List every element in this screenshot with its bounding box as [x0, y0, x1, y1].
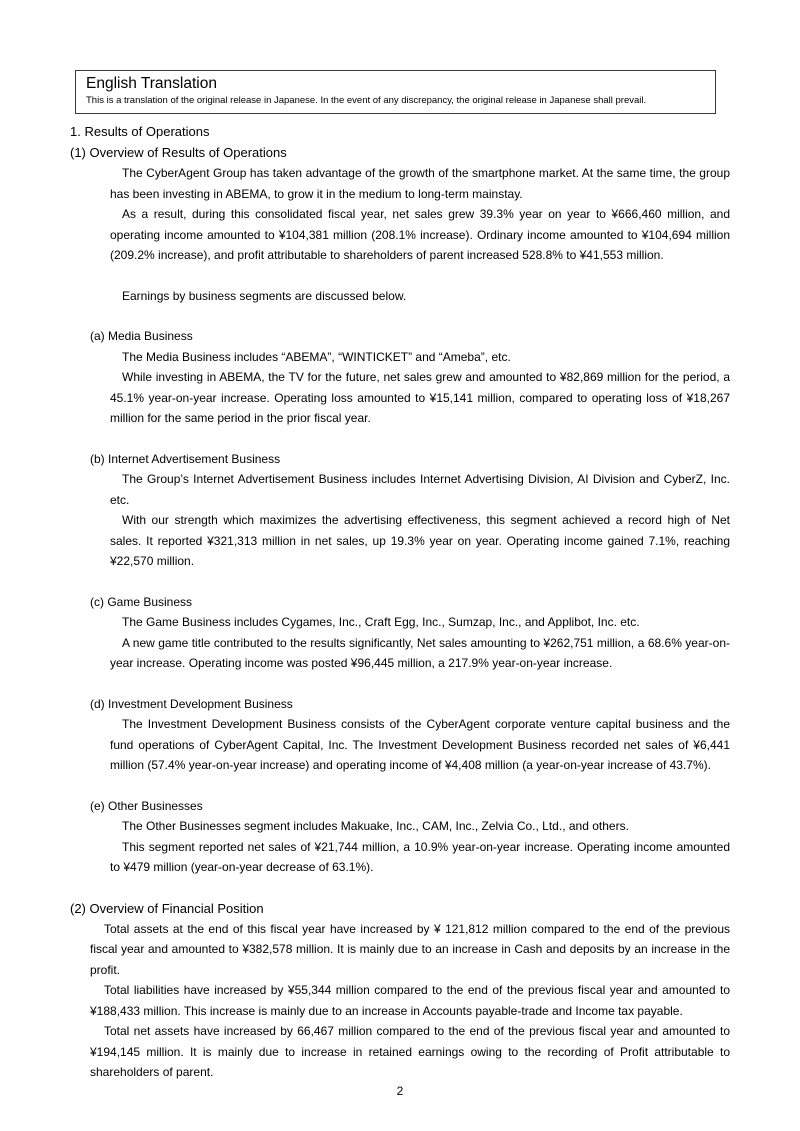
overview-paragraph-2: As a result, during this consolidated fiscal year, net sales grew 39.3% year on year to ¥666,460 million, and operating income amounted to ¥104,381 million (208.1% increase). Ordinary income amounted to ¥104,694 million (209.2% increase), and profit attributable to shareholders of parent increased 528.8% to ¥41,553 million.	[110, 207, 730, 262]
financial-position-paragraph-1: Total assets at the end of this fiscal year have increased by ¥ 121,812 million compared to the end of the previous fiscal year and amounted to ¥382,578 million. It is mainly due to an increase in Cash and deposits by an increase in the profit.	[90, 921, 730, 977]
translation-notice-box	[75, 70, 716, 114]
segment-media-heading: (a) Media Business	[90, 329, 193, 343]
segment-game-paragraph-2: A new game title contributed to the results significantly, Net sales amounting to ¥262,751 million, a 68.6% year-on-year increase. Operating income was posted ¥96,445 million, a 217.9% year-on-year increase.	[110, 635, 730, 670]
translation-title: English Translation	[86, 75, 217, 92]
segment-investment-development-paragraph-1: The Investment Development Business consists of the CyberAgent corporate venture capital business and the fund operations of CyberAgent Capital, Inc. The Investment Development Business recorded net sales of ¥6,441 million (57.4% year-on-year increase) and operating income of ¥4,408 million (a year-on-year increase of 43.7%).	[110, 717, 730, 772]
segment-media	[70, 326, 730, 429]
segment-media-paragraph-1: The Media Business includes “ABEMA”, “WINTICKET” and “Ameba”, etc.	[122, 349, 511, 364]
segment-internet-advertisement-heading: (b) Internet Advertisement Business	[90, 451, 281, 466]
segment-investment-development-heading: (d) Investment Development Business	[90, 696, 293, 711]
segment-internet-advertisement	[70, 449, 730, 572]
segment-game-paragraph-1: The Game Business includes Cygames, Inc., Craft Egg, Inc., Sumzap, Inc., and Applibot, Inc. etc.	[122, 615, 640, 629]
segment-internet-advertisement-paragraph-1: The Group’s Internet Advertisement Business includes Internet Advertising Division, AI Division and CyberZ, Inc. etc.	[110, 472, 730, 507]
segment-other-businesses-paragraph-1: The Other Businesses segment includes Makuake, Inc., CAM, Inc., Zelvia Co., Ltd., and others.	[122, 819, 629, 833]
overview-paragraph-1: The CyberAgent Group has taken advantage of the growth of the smartphone market. At the same time, the group has been investing in ABEMA, to grow it in the medium to long-term mainstay.	[110, 166, 730, 201]
segment-internet-advertisement-paragraph-2: With our strength which maximizes the advertising effectiveness, this segment achieved a record high of Net sales. It reported ¥321,313 million in net sales, up 19.3% year on year. Operating income gained 7.1%, reaching ¥22,570 million.	[110, 513, 730, 568]
section-results-heading: 1. Results of Operations	[70, 124, 210, 139]
segment-other-businesses-paragraph-2: This segment reported net sales of ¥21,744 million, a 10.9% year-on-year increase. Operating income amounted to ¥479 million (year-on-year decrease of 63.1%).	[110, 839, 730, 874]
overview-paragraph-3: Earnings by business segments are discussed below.	[122, 288, 407, 303]
segment-investment-development	[70, 694, 730, 776]
segment-other-businesses	[70, 796, 730, 878]
segment-game-heading: (c) Game Business	[90, 594, 193, 609]
segment-other-businesses-heading: (e) Other Businesses	[90, 798, 203, 813]
segment-media-paragraph-2: While investing in ABEMA, the TV for the future, net sales grew and amounted to ¥82,869 million for the period, a 45.1% year-on-year increase. Operating loss amounted to ¥15,141 million, compared to operating loss of ¥18,267 million for the same period in the prior fiscal year.	[110, 370, 730, 425]
segment-game	[70, 592, 730, 674]
financial-position-paragraph-2: Total liabilities have increased by ¥55,344 million compared to the end of the previous fiscal year and amounted to ¥188,433 million. This increase is mainly due to an increase in Accounts payable-trade and Income tax payable.	[90, 983, 730, 1018]
subsection-financial-position-heading: (2) Overview of Financial Position	[70, 900, 264, 916]
page-number: 2	[396, 1083, 404, 1098]
subsection-overview-heading: (1) Overview of Results of Operations	[70, 145, 287, 160]
financial-position-paragraph-3: Total net assets have increased by 66,467 million compared to the end of the previous fiscal year and amounted to ¥194,145 million. It is mainly due to increase in retained earnings owing to the recording of Profit attributable to shareholders of parent.	[90, 1024, 730, 1079]
translation-disclaimer: This is a translation of the original release in Japanese. In the event of any discrepancy, the original release in Japanese shall prevail.	[86, 95, 647, 106]
